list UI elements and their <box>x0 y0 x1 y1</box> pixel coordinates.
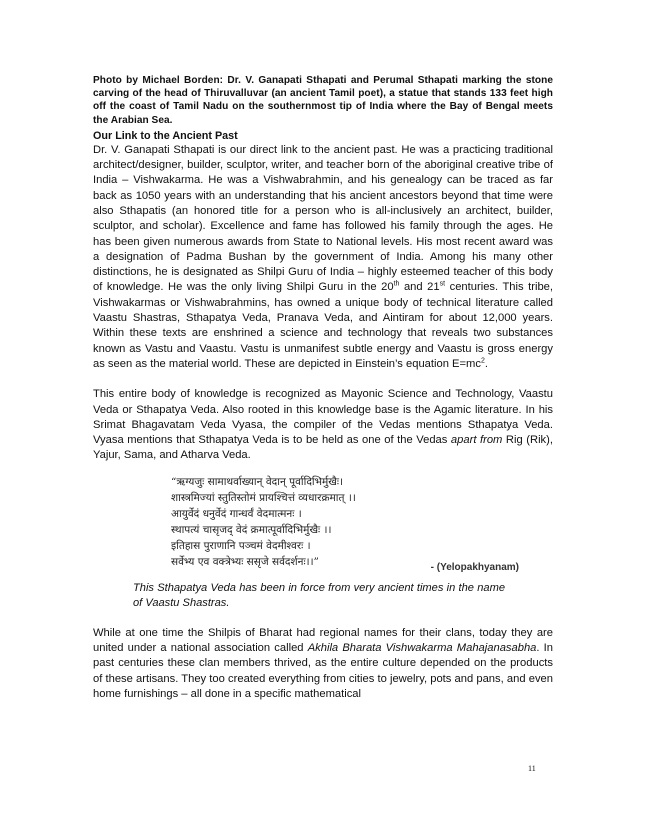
sanskrit-line-1: “ऋग्यजुः सामाथर्वाख्यान् वेदान् पूर्वादिभिर्मुखैः। <box>171 475 343 488</box>
sanskrit-verse-image <box>171 474 519 577</box>
para1-superscript-2: 2 <box>480 357 485 365</box>
para1-text-4: . <box>484 357 488 370</box>
sanskrit-source: - (Yelopakhyanam) <box>430 561 519 573</box>
sanskrit-line-5: इतिहास पुराणानि पञ्चमं वेदमीश्वरः । <box>171 539 311 552</box>
paragraph-ganapati-sthapati <box>93 143 553 372</box>
page-content <box>93 74 553 702</box>
para3-text-1: While at one time the Shilpis of Bharat had regional names for their clans, today they are united under a national association called <box>93 626 553 655</box>
paragraph-gap <box>93 611 553 626</box>
para2-italic-apart-from: apart from <box>450 434 503 447</box>
para2-text-2: Rig (Rik), Yajur, Sama, and Atharva Veda. <box>93 434 553 462</box>
para3-text-2: . In past centuries these clan members thrived, as the entire culture depended on the products of these artisans. They too created everything from cities to jewelry, pots and pans, and even home furnishings – all done in a specific mathematical <box>93 642 554 700</box>
para2-text-1: This entire body of knowledge is recognized as Mayonic Science and Technology, Vaastu Veda or Sthapatya Veda. Also rooted in this knowledge base is the Agamic literature. In his Srimat Bhagavatam Veda Vyasa, the compiler of the Vedas mentions Sthapatya Veda. Vyasa mentions that Sthapatya Veda is to be held as one of the Vedas <box>93 388 553 447</box>
para1-text-2: and 21 <box>399 281 440 294</box>
sanskrit-line-4: स्थापत्यं चासृजद् वेदं क्रमात्पूर्वादिभिर्मुखैः ।। <box>171 523 332 536</box>
sanskrit-line-2: शास्त्रमिज्यां स्तुतिस्तोमं प्रायश्चित्तं व्यधारक्रमात् ।। <box>171 491 356 504</box>
sanskrit-line-3: आयुर्वेदं धनुर्वेदं गान्धर्वं वेदमात्मनः । <box>171 507 302 520</box>
paragraph-mayonic-science <box>93 387 553 463</box>
para1-superscript-th: th <box>393 280 400 288</box>
italic-quote: This Sthapatya Veda has been in force from very ancient times in the name of Vaastu Shastras. <box>133 581 505 609</box>
para1-text-3: centuries. This tribe, Vishwakarmas or Vishwabrahmins, has owned a unique body of technical literature called Vaastu Shastras, Sthapatya Veda, Pranava Veda, and Aintiram for about 12,000 years. Within these texts are enshrined a science and technology that reveals two substances known as Vastu and Vaastu. Vastu is unmanifest subtle energy and Vaastu is gross energy as seen as the material world. These are depicted in Einstein’s equation E=mc <box>93 281 554 370</box>
photo-caption: Photo by Michael Borden: Dr. V. Ganapati Sthapati and Perumal Sthapati marking the stone carving of the head of Thiruvalluvar (an ancient Tamil poet), a statue that stands 133 feet high off the coast of Tamil Nadu on the southernmost tip of India where the Bay of Bengal meets the Arabian Sea. <box>93 75 553 126</box>
paragraph-gap <box>93 372 553 387</box>
page-number: 11 <box>528 764 536 773</box>
para1-text-1: Dr. V. Ganapati Sthapati is our direct link to the ancient past. He was a practicing traditional architect/designer, builder, sculptor, writer, and teacher born of the aboriginal creative tribe of India – Vishwakarma. He was a Vishwabrahmin, and his genealogy can be traced as far back as 1050 years with an understanding that his ancient ancestors beyond that time were also Sthapatis (an honored title for a person who is all-inclusively an architect, builder, sculptor, and scholar). Excellence and fame has followed his family through the ages. He has been given numerous awards from State to National levels. His most recent award was a designation of Padma Bushan by the government of India. Among his many other distinctions, he is designated as Shilpi Guru of India – highly esteemed teacher of this body of knowledge. He was the only living Shilpi Guru in the 20 <box>93 143 553 294</box>
para1-superscript-st: st <box>439 280 446 288</box>
paragraph-shilpis-of-bharat <box>93 626 553 702</box>
para3-italic-association: Akhila Bharata Vishwakarma Mahajanasabha <box>307 642 537 655</box>
section-heading: Our Link to the Ancient Past <box>93 129 238 142</box>
sanskrit-line-6: सर्वेभ्य एव वक्त्रेभ्यः ससृजे सर्वदर्शनः।।” <box>171 555 319 568</box>
